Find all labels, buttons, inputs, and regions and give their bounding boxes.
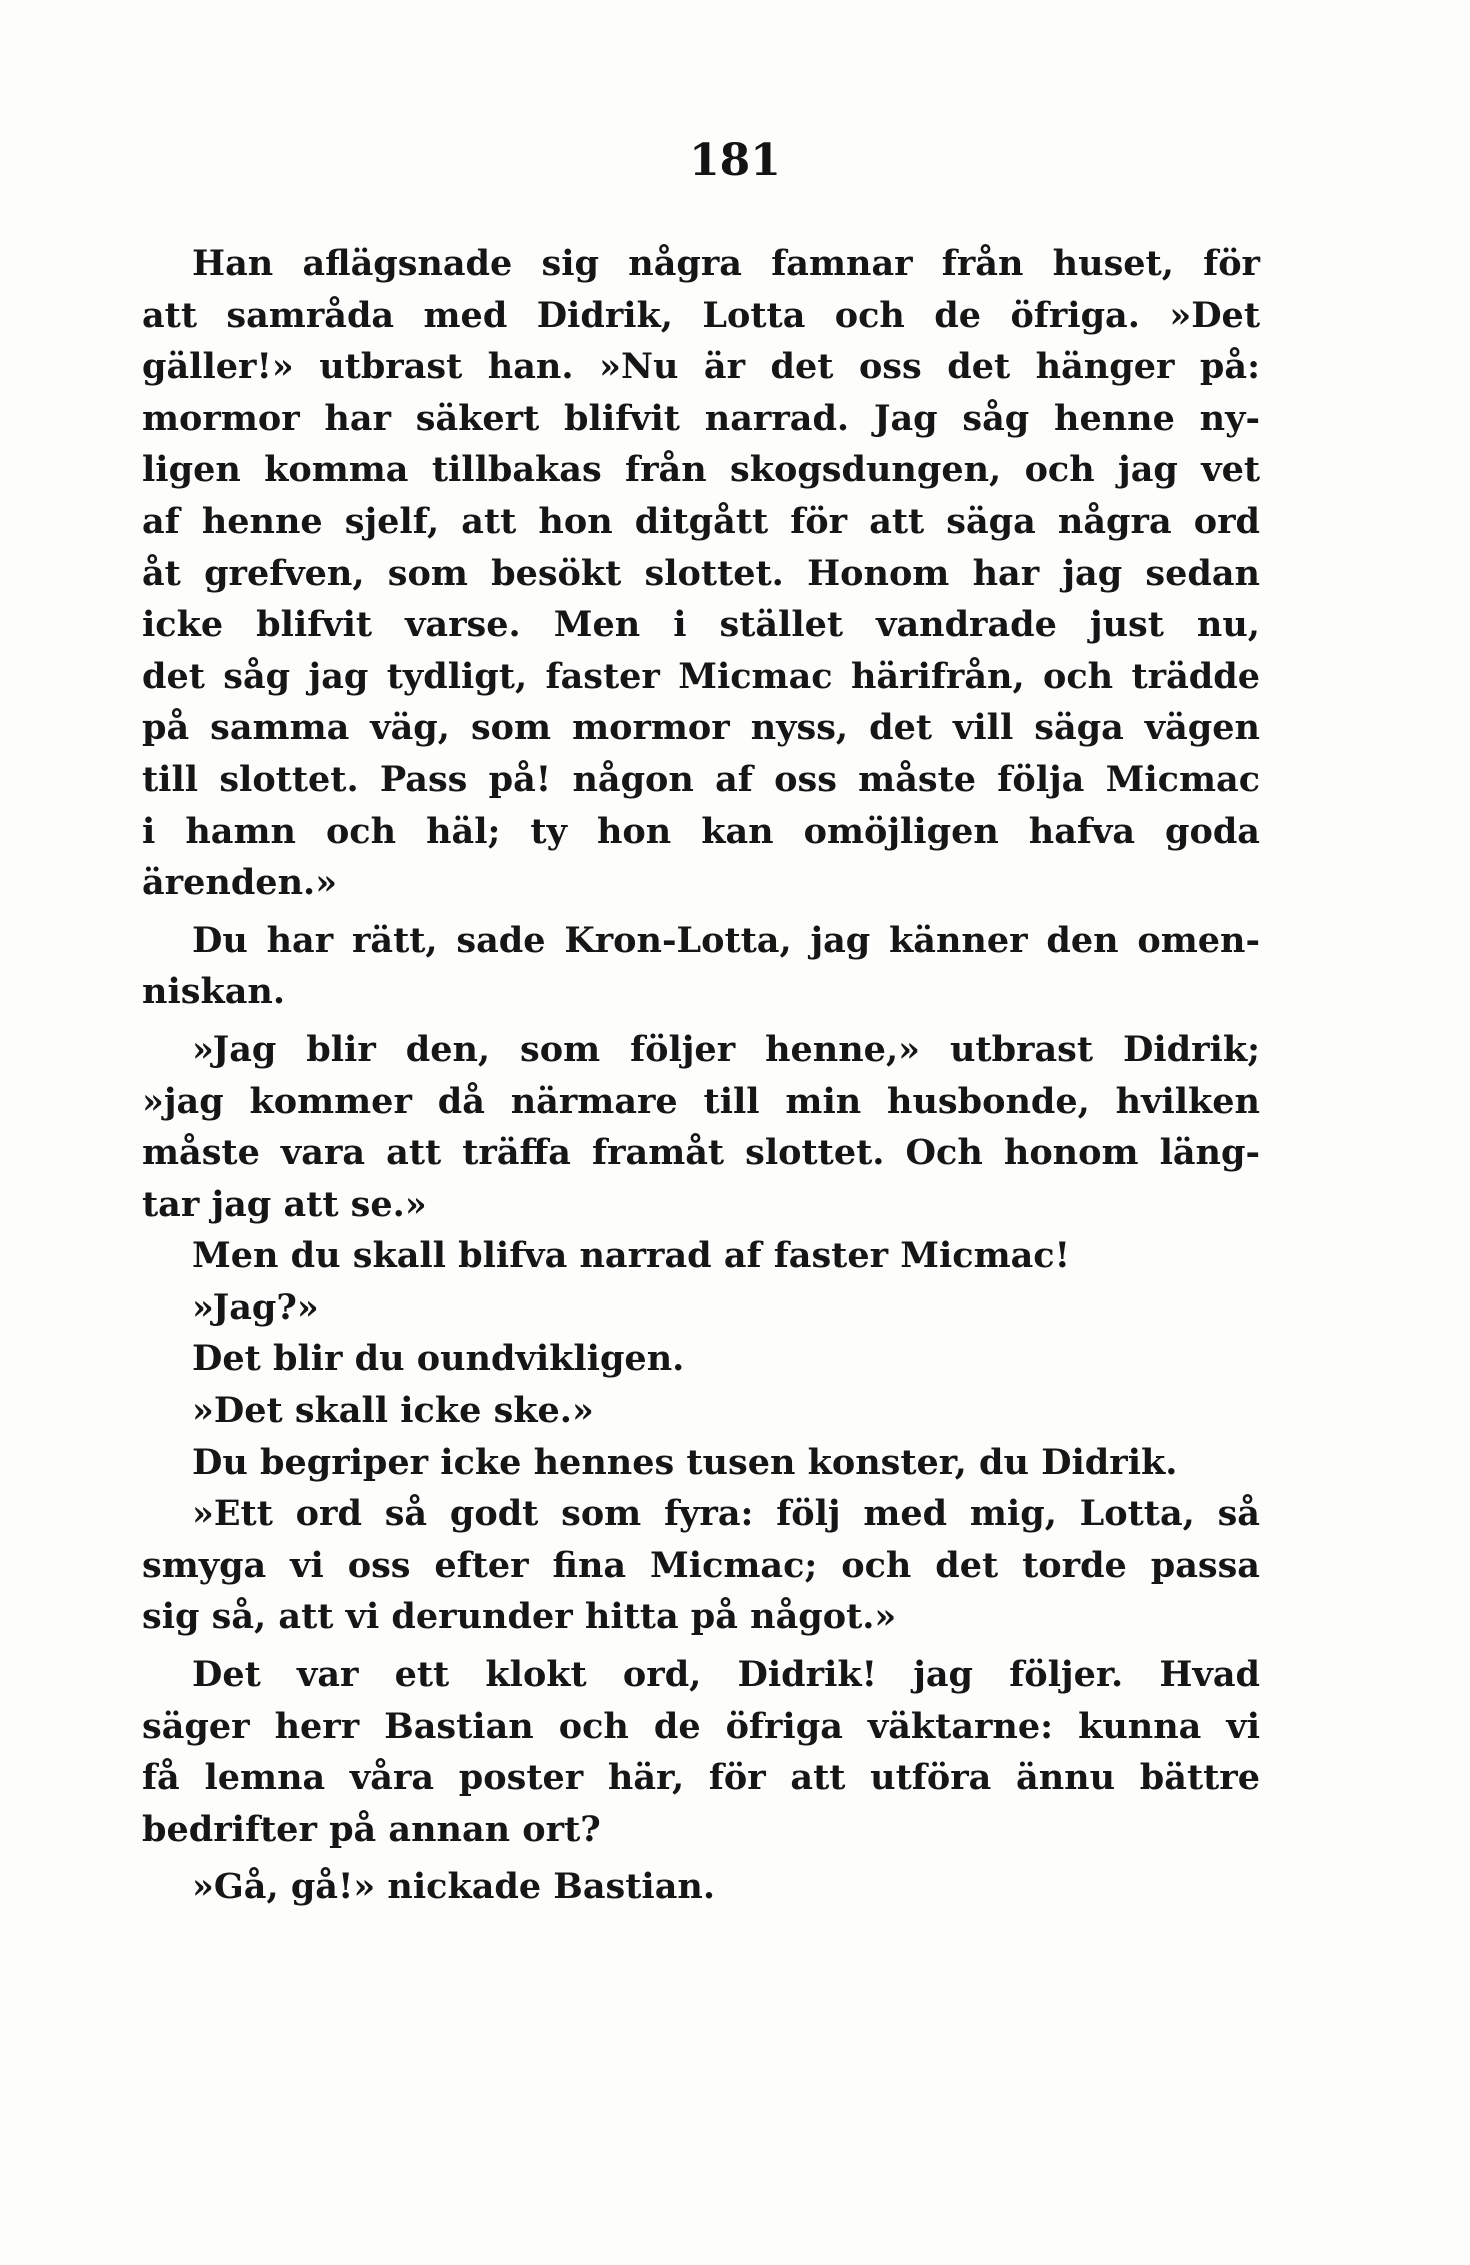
text-line: smyga vi oss efter fina Micmac; och det torde passa bbox=[142, 1544, 1260, 1586]
text-line: »Ett ord så godt som fyra: följ med mig, Lotta, så bbox=[192, 1493, 1260, 1535]
paragraph bbox=[142, 1437, 1260, 1489]
text-line: af henne sjelf, att hon ditgått för att säga några ord bbox=[142, 500, 1260, 542]
text-line: Du har rätt, sade Kron-Lotta, jag känner den omen- bbox=[192, 919, 1260, 961]
text-line: ärenden.» bbox=[142, 862, 338, 904]
text-line: det såg jag tydligt, faster Micmac härifrån, och trädde bbox=[142, 655, 1260, 697]
text-line: ligen komma tillbakas från skogsdungen, och jag vet bbox=[142, 449, 1260, 491]
text-line: till slottet. Pass på! någon af oss måste följa Micmac bbox=[142, 758, 1260, 800]
text-line: »Jag blir den, som följer henne,» utbrast Didrik; bbox=[192, 1028, 1260, 1070]
paragraph bbox=[142, 1024, 1260, 1230]
paragraph bbox=[142, 1488, 1260, 1643]
text-line: mormor har säkert blifvit narrad. Jag såg henne ny- bbox=[142, 397, 1260, 439]
paragraph bbox=[142, 238, 1260, 909]
paragraph bbox=[142, 1861, 1260, 1913]
text-line: niskan. bbox=[142, 971, 286, 1013]
text-line: »Gå, gå!» nickade Bastian. bbox=[192, 1866, 716, 1908]
paragraph bbox=[142, 1385, 1260, 1437]
text-line: »Det skall icke ske.» bbox=[192, 1390, 594, 1432]
text-line: att samråda med Didrik, Lotta och de öfriga. »Det bbox=[142, 294, 1260, 336]
paragraph bbox=[142, 1282, 1260, 1334]
text-line: Han aflägsnade sig några famnar från huset, för bbox=[192, 243, 1260, 284]
text-line: Det blir du oundvikligen. bbox=[192, 1338, 685, 1380]
text-line: få lemna våra poster här, för att utföra ännu bättre bbox=[142, 1757, 1260, 1799]
text-line: tar jag att se.» bbox=[142, 1183, 427, 1225]
text-line: åt grefven, som besökt slottet. Honom har jag sedan bbox=[142, 552, 1260, 594]
paragraph bbox=[142, 915, 1260, 1018]
text-line: på samma väg, som mormor nyss, det vill säga vägen bbox=[142, 707, 1260, 749]
text-line: Men du skall blifva narrad af faster Micmac! bbox=[192, 1235, 1070, 1277]
text-line: bedrifter på annan ort? bbox=[142, 1808, 601, 1850]
text-line: Du begriper icke hennes tusen konster, du Didrik. bbox=[192, 1441, 1178, 1483]
text-line: måste vara att träffa framåt slottet. Och honom läng- bbox=[142, 1132, 1260, 1174]
page-body bbox=[142, 238, 1260, 1913]
text-line: i hamn och häl; ty hon kan omöjligen hafva goda bbox=[142, 810, 1260, 852]
page-number: 181 bbox=[689, 135, 781, 186]
text-line: icke blifvit varse. Men i stället vandrade just nu, bbox=[142, 604, 1260, 646]
text-line: »jag kommer då närmare till min husbonde, hvilken bbox=[142, 1080, 1260, 1122]
text-line: säger herr Bastian och de öfriga väktarne: kunna vi bbox=[142, 1705, 1260, 1747]
text-line: Det var ett klokt ord, Didrik! jag följer. Hvad bbox=[192, 1654, 1260, 1696]
paragraph bbox=[142, 1230, 1260, 1282]
text-line: sig så, att vi derunder hitta på något.» bbox=[142, 1596, 897, 1638]
text-line: gäller!» utbrast han. »Nu är det oss det hänger på: bbox=[142, 346, 1260, 388]
text-line: »Jag?» bbox=[192, 1286, 319, 1328]
paragraph bbox=[142, 1649, 1260, 1855]
paragraph bbox=[142, 1333, 1260, 1385]
